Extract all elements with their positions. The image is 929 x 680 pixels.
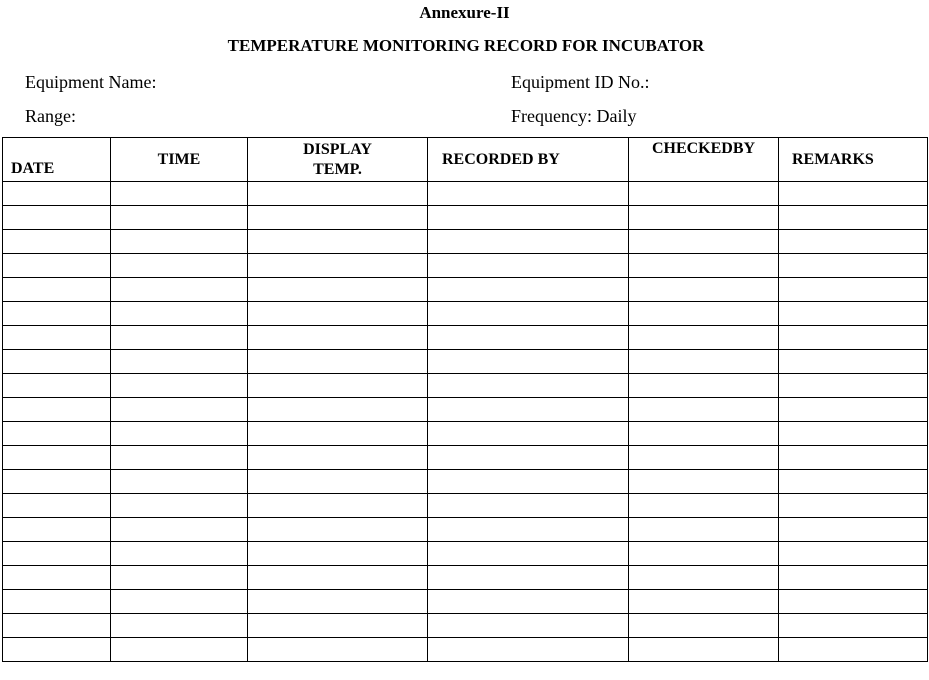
table-row: [3, 254, 928, 278]
header-display-temp-line2: TEMP.: [313, 160, 362, 178]
cell-checked-by: [629, 254, 779, 278]
cell-remarks: [779, 542, 928, 566]
cell-time: [111, 326, 248, 350]
cell-display-temp: [248, 278, 428, 302]
cell-checked-by: [629, 374, 779, 398]
cell-time: [111, 614, 248, 638]
cell-display-temp: [248, 566, 428, 590]
table-row: [3, 494, 928, 518]
table-row: [3, 518, 928, 542]
cell-remarks: [779, 326, 928, 350]
cell-checked-by: [629, 350, 779, 374]
table-row: [3, 206, 928, 230]
cell-display-temp: [248, 326, 428, 350]
cell-recorded-by: [428, 374, 629, 398]
cell-display-temp: [248, 638, 428, 662]
cell-recorded-by: [428, 326, 629, 350]
cell-date: [3, 494, 111, 518]
cell-recorded-by: [428, 614, 629, 638]
cell-time: [111, 254, 248, 278]
cell-time: [111, 302, 248, 326]
cell-checked-by: [629, 542, 779, 566]
table-row: [3, 302, 928, 326]
table-row: [3, 590, 928, 614]
cell-recorded-by: [428, 230, 629, 254]
cell-time: [111, 350, 248, 374]
cell-recorded-by: [428, 398, 629, 422]
cell-time: [111, 206, 248, 230]
cell-remarks: [779, 302, 928, 326]
cell-time: [111, 230, 248, 254]
cell-date: [3, 206, 111, 230]
table-row: [3, 278, 928, 302]
header-display-temp-line1: DISPLAY: [303, 140, 372, 158]
cell-date: [3, 542, 111, 566]
header-date: DATE: [3, 138, 111, 182]
cell-date: [3, 182, 111, 206]
cell-display-temp: [248, 182, 428, 206]
cell-display-temp: [248, 230, 428, 254]
cell-date: [3, 350, 111, 374]
table-row: [3, 422, 928, 446]
cell-display-temp: [248, 470, 428, 494]
cell-date: [3, 590, 111, 614]
cell-recorded-by: [428, 182, 629, 206]
range-label: Range:: [25, 106, 76, 126]
cell-checked-by: [629, 302, 779, 326]
cell-checked-by: [629, 206, 779, 230]
cell-remarks: [779, 566, 928, 590]
cell-recorded-by: [428, 566, 629, 590]
cell-recorded-by: [428, 254, 629, 278]
cell-remarks: [779, 398, 928, 422]
cell-remarks: [779, 230, 928, 254]
cell-time: [111, 398, 248, 422]
cell-display-temp: [248, 398, 428, 422]
cell-remarks: [779, 422, 928, 446]
table-row: [3, 326, 928, 350]
cell-remarks: [779, 638, 928, 662]
cell-display-temp: [248, 446, 428, 470]
cell-display-temp: [248, 590, 428, 614]
table-row: [3, 542, 928, 566]
cell-time: [111, 422, 248, 446]
cell-date: [3, 326, 111, 350]
cell-display-temp: [248, 374, 428, 398]
cell-display-temp: [248, 518, 428, 542]
cell-date: [3, 278, 111, 302]
cell-remarks: [779, 254, 928, 278]
cell-remarks: [779, 518, 928, 542]
cell-remarks: [779, 350, 928, 374]
cell-checked-by: [629, 638, 779, 662]
cell-display-temp: [248, 614, 428, 638]
cell-date: [3, 374, 111, 398]
table-row: [3, 470, 928, 494]
table-body: [3, 182, 928, 662]
cell-checked-by: [629, 614, 779, 638]
cell-recorded-by: [428, 206, 629, 230]
cell-display-temp: [248, 542, 428, 566]
cell-checked-by: [629, 518, 779, 542]
cell-time: [111, 494, 248, 518]
cell-time: [111, 542, 248, 566]
cell-date: [3, 422, 111, 446]
cell-checked-by: [629, 422, 779, 446]
cell-display-temp: [248, 422, 428, 446]
temperature-record-table: [2, 137, 928, 662]
cell-remarks: [779, 278, 928, 302]
cell-checked-by: [629, 182, 779, 206]
cell-checked-by: [629, 278, 779, 302]
cell-time: [111, 638, 248, 662]
table-row: [3, 374, 928, 398]
equipment-name-label: Equipment Name:: [25, 72, 157, 92]
cell-recorded-by: [428, 422, 629, 446]
header-row: [3, 138, 928, 182]
cell-date: [3, 470, 111, 494]
cell-remarks: [779, 374, 928, 398]
cell-recorded-by: [428, 542, 629, 566]
cell-recorded-by: [428, 350, 629, 374]
cell-date: [3, 518, 111, 542]
cell-date: [3, 398, 111, 422]
cell-remarks: [779, 614, 928, 638]
cell-remarks: [779, 446, 928, 470]
cell-date: [3, 302, 111, 326]
cell-checked-by: [629, 398, 779, 422]
cell-checked-by: [629, 446, 779, 470]
table-row: [3, 614, 928, 638]
cell-display-temp: [248, 494, 428, 518]
cell-time: [111, 374, 248, 398]
cell-remarks: [779, 206, 928, 230]
cell-recorded-by: [428, 590, 629, 614]
cell-recorded-by: [428, 470, 629, 494]
table-row: [3, 566, 928, 590]
cell-recorded-by: [428, 494, 629, 518]
cell-time: [111, 590, 248, 614]
cell-remarks: [779, 590, 928, 614]
cell-remarks: [779, 470, 928, 494]
table-row: [3, 638, 928, 662]
cell-date: [3, 638, 111, 662]
frequency-label: Frequency: Daily: [511, 106, 637, 126]
cell-time: [111, 470, 248, 494]
header-recorded-by: RECORDED BY: [428, 138, 629, 182]
table-row: [3, 230, 928, 254]
table-row: [3, 446, 928, 470]
cell-date: [3, 614, 111, 638]
cell-time: [111, 446, 248, 470]
header-remarks: REMARKS: [779, 138, 928, 182]
cell-time: [111, 182, 248, 206]
cell-checked-by: [629, 470, 779, 494]
cell-checked-by: [629, 494, 779, 518]
cell-remarks: [779, 494, 928, 518]
cell-recorded-by: [428, 638, 629, 662]
cell-date: [3, 254, 111, 278]
table-header: [3, 138, 928, 182]
cell-recorded-by: [428, 302, 629, 326]
cell-recorded-by: [428, 446, 629, 470]
table-row: [3, 350, 928, 374]
cell-display-temp: [248, 302, 428, 326]
cell-recorded-by: [428, 278, 629, 302]
table-row: [3, 182, 928, 206]
cell-time: [111, 566, 248, 590]
cell-date: [3, 446, 111, 470]
cell-checked-by: [629, 230, 779, 254]
cell-display-temp: [248, 254, 428, 278]
cell-checked-by: [629, 590, 779, 614]
equipment-id-label: Equipment ID No.:: [511, 72, 650, 92]
header-time: TIME: [111, 138, 248, 182]
cell-checked-by: [629, 566, 779, 590]
header-display-temp: [248, 138, 428, 182]
cell-date: [3, 230, 111, 254]
document-title: TEMPERATURE MONITORING RECORD FOR INCUBATOR: [227, 36, 705, 55]
cell-remarks: [779, 182, 928, 206]
cell-display-temp: [248, 206, 428, 230]
cell-time: [111, 278, 248, 302]
annexure-label: Annexure-II: [419, 3, 510, 22]
cell-checked-by: [629, 326, 779, 350]
cell-date: [3, 566, 111, 590]
cell-time: [111, 518, 248, 542]
header-checked-by: CHECKEDBY: [629, 138, 779, 182]
cell-display-temp: [248, 350, 428, 374]
cell-recorded-by: [428, 518, 629, 542]
table-row: [3, 398, 928, 422]
